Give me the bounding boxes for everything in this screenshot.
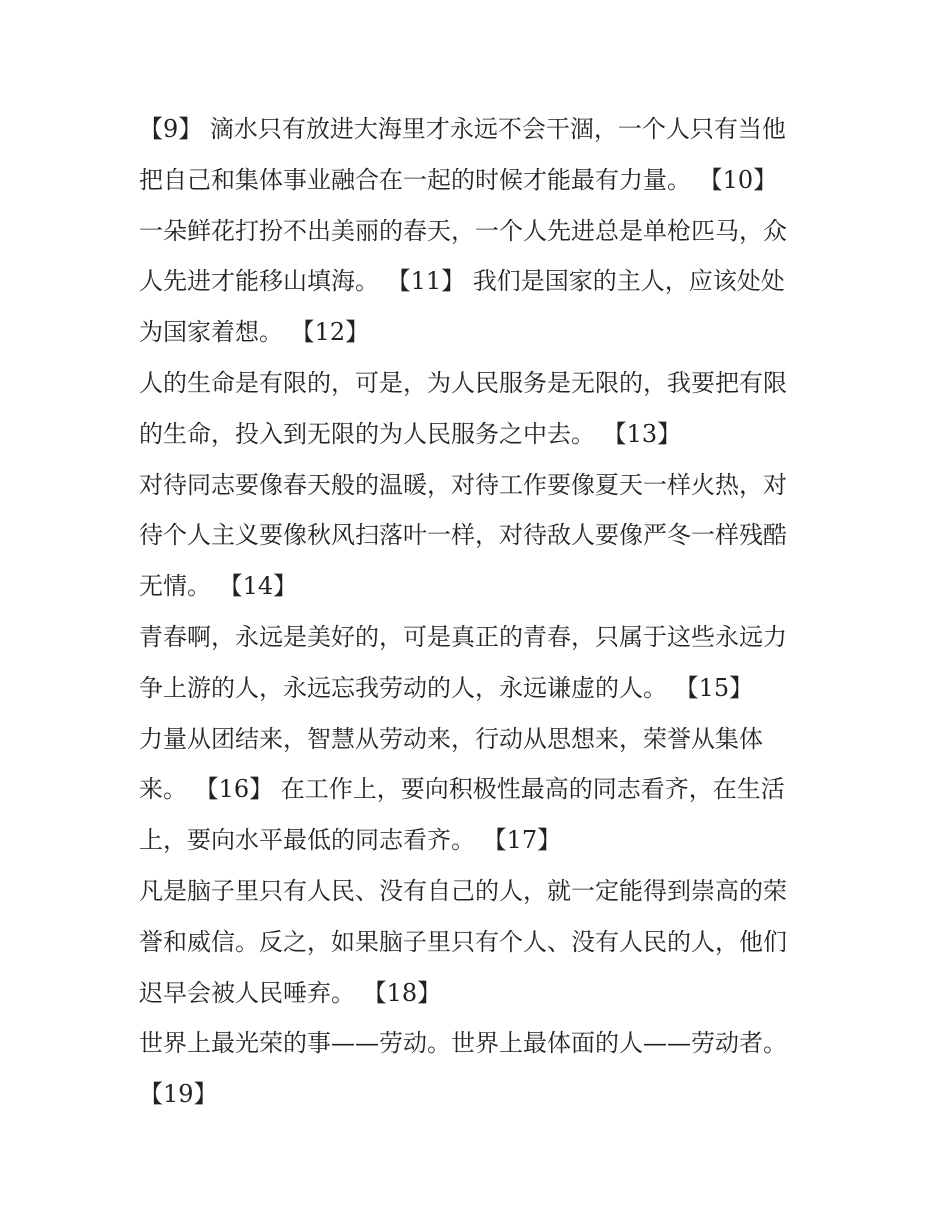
text-line: 青春啊，永远是美好的，可是真正的青春，只属于这些永远力 [139,622,787,651]
text-line: 对待同志要像春天般的温暖，对待工作要像夏天一样火热，对 [139,470,787,499]
text-line: 【19】 [139,1080,218,1109]
text-line: 誉和威信。反之，如果脑子里只有个人、没有人民的人，他们 [139,927,787,956]
text-line: 来。 【16】 在工作上，要向积极性最高的同志看齐，在生活 [139,775,785,804]
text-line: 迟早会被人民唾弃。 【18】 [139,978,442,1007]
text-line: 上，要向水平最低的同志看齐。 【17】 [139,826,562,855]
text-line: 世界上最光荣的事——劳动。世界上最体面的人——劳动者。 [139,1029,787,1058]
text-line: 的生命，投入到无限的为人民服务之中去。 【13】 [139,419,682,448]
text-line: 【9】 滴水只有放进大海里才永远不会干涸，一个人只有当他 [139,115,786,143]
text-line: 一朵鲜花打扮不出美丽的春天，一个人先进总是单枪匹马，众 [139,216,787,245]
text-line: 力量从团结来，智慧从劳动来，行动从思想来，荣誉从集体 [139,724,763,753]
text-line: 人先进才能移山填海。 【11】 我们是国家的主人，应该处处 [139,267,785,296]
text-line: 争上游的人，永远忘我劳动的人，永远谦虚的人。 【15】 [139,673,754,702]
text-line: 为国家着想。 【12】 [139,318,370,347]
text-line: 凡是脑子里只有人民、没有自己的人，就一定能得到崇高的荣 [139,876,787,905]
quote-text-block [139,104,819,1120]
text-line: 待个人主义要像秋风扫落叶一样，对待敌人要像严冬一样残酷 [139,521,787,550]
text-line: 人的生命是有限的，可是，为人民服务是无限的，我要把有限 [139,368,787,397]
text-line: 把自己和集体事业融合在一起的时候才能最有力量。 【10】 [139,165,778,194]
text-line: 无情。 【14】 [139,572,298,601]
